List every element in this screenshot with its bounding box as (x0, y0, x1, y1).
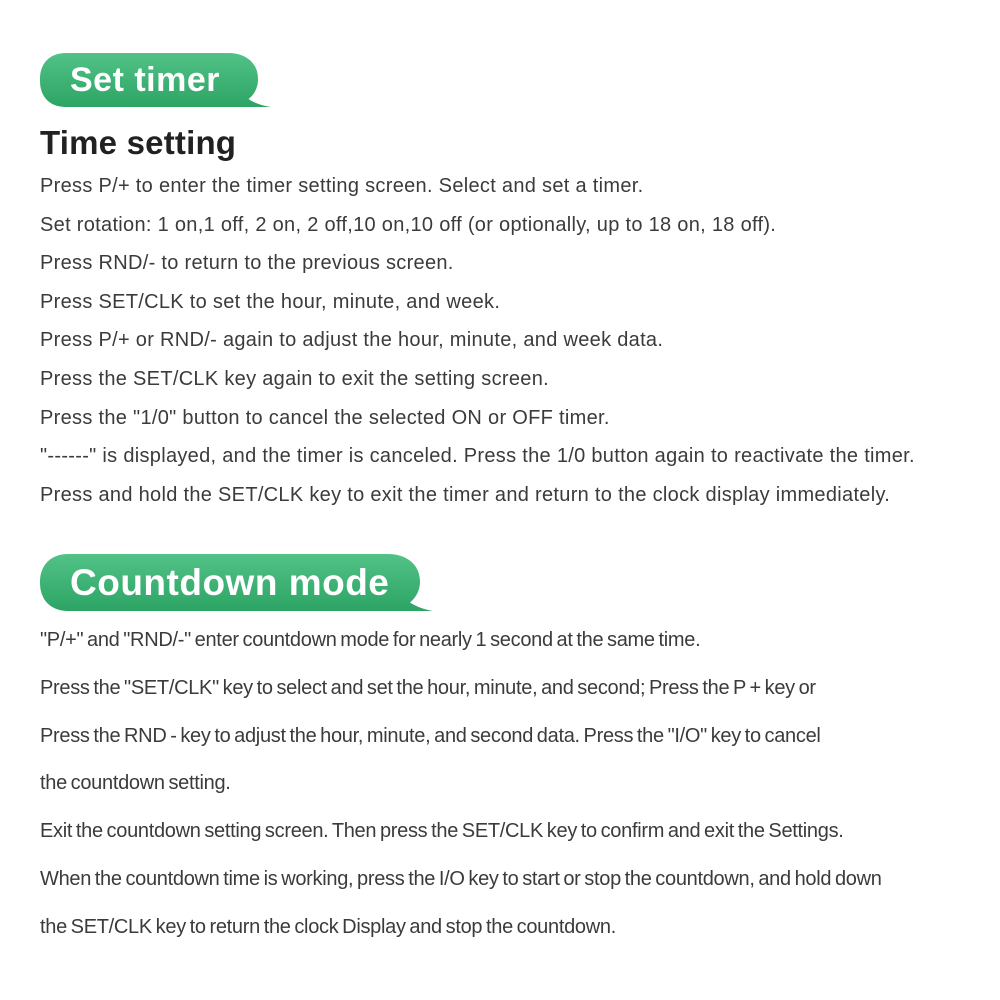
countdown-mode-badge (40, 554, 438, 611)
instruction-line: Press P/+ or RND/- again to adjust the hour, minute, and week data. (40, 329, 664, 352)
instruction-line: Press RND/- to return to the previous screen. (40, 252, 454, 275)
instruction-line: Exit the countdown setting screen. Then press the SET/CLK key to confirm and exit the Settings. (40, 820, 844, 843)
countdown-mode-badge-label: Countdown mode (70, 561, 390, 603)
set-timer-badge (40, 53, 276, 107)
instruction-line: Press the SET/CLK key again to exit the setting screen. (40, 367, 549, 390)
instruction-line: Press the "SET/CLK" key to select and set the hour, minute, and second; Press the P + key or (40, 677, 816, 700)
instruction-line: "P/+" and "RND/-" enter countdown mode for nearly 1 second at the same time. (40, 629, 701, 652)
instruction-line: the SET/CLK key to return the clock Display and stop the countdown. (40, 915, 616, 938)
instruction-line: the countdown setting. (40, 772, 231, 795)
instruction-line: When the countdown time is working, press the I/O key to start or stop the countdown, and hold down (40, 867, 882, 890)
instruction-line: Press the "1/0" button to cancel the selected ON or OFF timer. (40, 406, 610, 429)
set-timer-badge-label: Set timer (70, 60, 220, 99)
time-setting-heading: Time setting (40, 124, 237, 161)
instruction-line: Press the RND - key to adjust the hour, minute, and second data. Press the "I/O" key to cancel (40, 724, 821, 747)
set-timer-instructions (40, 167, 975, 514)
instruction-line: Set rotation: 1 on,1 off, 2 on, 2 off,10 on,10 off (or optionally, up to 18 on, 18 off). (40, 213, 777, 236)
instruction-line: "------" is displayed, and the timer is canceled. Press the 1/0 button again to reactivate the timer. (40, 445, 915, 468)
instruction-line: Press P/+ to enter the timer setting screen. Select and set a timer. (40, 175, 644, 197)
countdown-mode-instructions (40, 617, 975, 951)
instruction-line: Press SET/CLK to set the hour, minute, and week. (40, 290, 501, 313)
instruction-line: Press and hold the SET/CLK key to exit the timer and return to the clock display immediately. (40, 483, 891, 506)
